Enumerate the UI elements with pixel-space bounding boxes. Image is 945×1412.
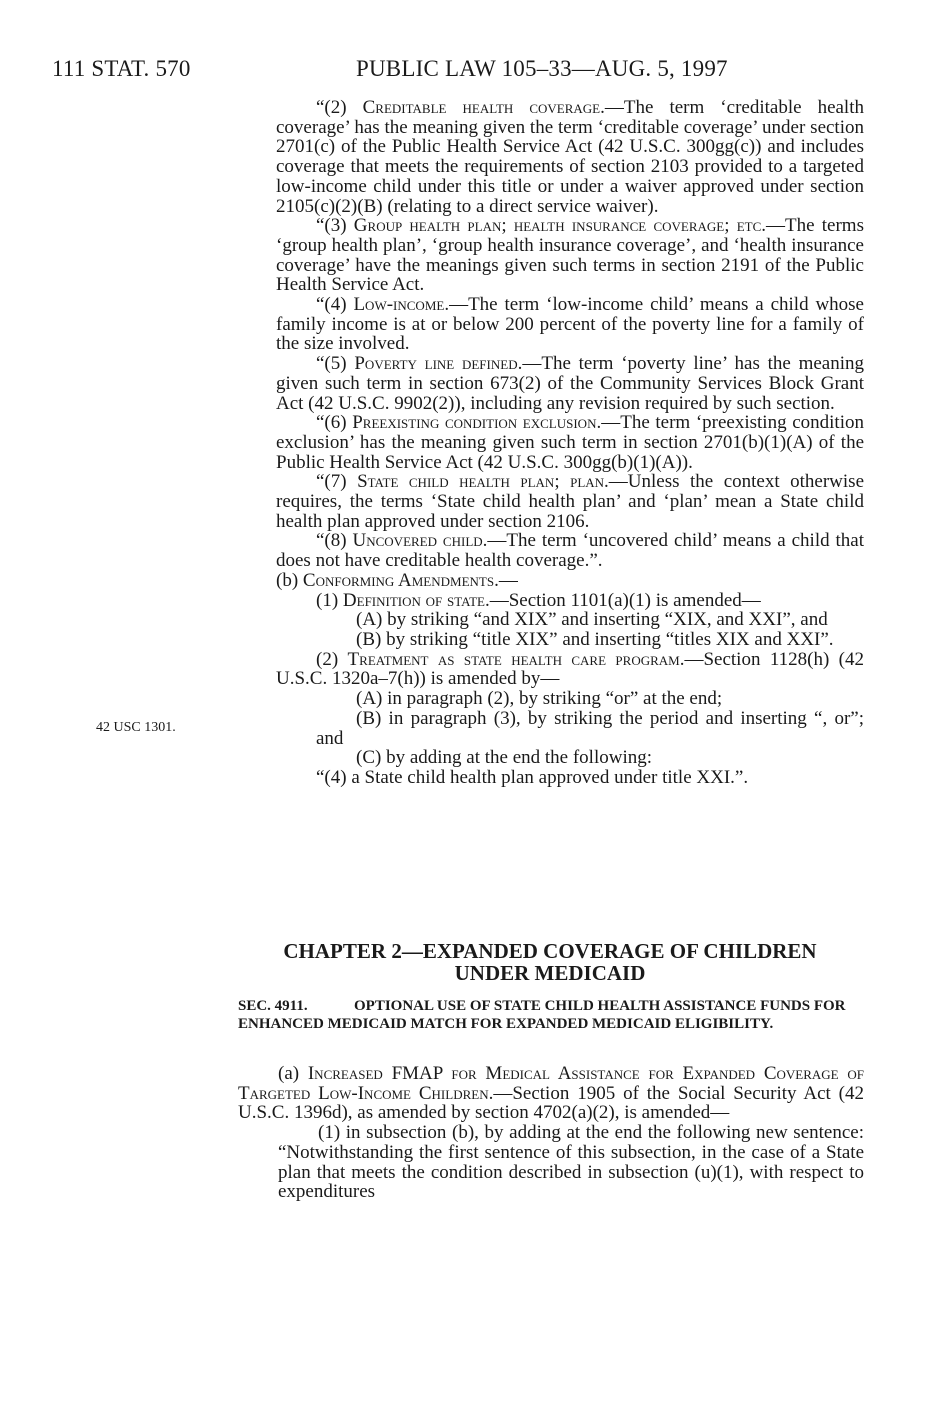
margin-citation: 42 USC 1301. [96,720,176,735]
chapter-heading [200,940,900,984]
definitions-body [276,98,864,788]
subsection-item: (1) in subsection (b), by adding at the end the following new sentence: “Notwithstanding the first sentence of this subsection, in the case of a State plan that meets the condition described in subsection (u)(1), with respect to expenditures [278,1122,864,1203]
amendment-clause: (A) by striking “and XIX” and inserting “XIX, and XXI”, and [356,609,828,631]
definition-paragraph: “(2) Creditable health coverage.—The term ‘creditable health coverage’ has the meaning given the term ‘creditable coverage’ under section 2701(c) of the Public Health Service Act (42 U.S.C. 300gg(c)) and includes coverage that meets the requirements of section 2103 provided to a targeted low-income child under this title or under a waiver approved under section 2105(c)(2)(B) (relating to a direct service waiver). [276,97,864,217]
section-number: SEC. 4911. [238,998,308,1014]
chapter-heading-line: CHAPTER 2—EXPANDED COVERAGE OF CHILDREN [283,939,817,963]
chapter-heading-line: UNDER MEDICAID [454,961,646,985]
amendment-clause: (B) by striking “title XIX” and inserting “titles XIX and XXI”. [356,628,834,650]
definition-paragraph: “(8) Uncovered child.—The term ‘uncovered child’ means a child that does not have creditable health coverage.”. [276,530,865,572]
definition-paragraph: “(7) State child health plan; plan.—Unless the context otherwise requires, the terms ‘State child health plan’ and ‘plan’ mean a State child health plan approved under section 2106. [276,471,864,532]
section-title: OPTIONAL USE OF STATE CHILD HEALTH ASSISTANCE FUNDS FOR ENHANCED MEDICAID MATCH FOR EXPANDED MEDICAID ELIGIBILITY. [238,998,846,1032]
amendment-clause: (A) in paragraph (2), by striking “or” at the end; [356,688,723,710]
definition-paragraph: “(4) Low-income.—The term ‘low-income child’ means a child whose family income is at or below 200 percent of the poverty line for a family of the size involved. [276,294,864,355]
definition-paragraph: “(6) Preexisting condition exclusion.—The term ‘preexisting condition exclusion’ has the meaning given such term in section 2701(b)(1)(A) of the Public Health Service Act (42 U.S.C. 300gg(b)(1)(A)). [276,412,864,473]
section-body [238,1064,864,1202]
page-reference: 111 STAT. 570 [52,56,191,81]
subsection-paragraph: (a) Increased FMAP for Medical Assistance for Expanded Coverage of Targeted Low-Income Children.—Section 1905 of the Social Security Act (42 U.S.C. 1396d), as amended by section 4702(a)(2), is amended— [238,1063,864,1124]
running-head: PUBLIC LAW 105–33—AUG. 5, 1997 [356,56,728,81]
definition-paragraph: “(5) Poverty line defined.—The term ‘poverty line’ has the meaning given such term in section 673(2) of the Community Services Block Grant Act (42 U.S.C. 9902(2)), including any revision required by such section. [276,353,865,414]
subsection-heading: (b) Conforming Amendments.— [276,569,518,591]
quoted-text: “(4) a State child health plan approved under title XXI.”. [316,766,749,788]
amendment-clause: (C) by adding at the end the following: [356,747,653,769]
amendment-clause: (B) in paragraph (3), by striking the period and inserting “, or”; and [316,707,864,749]
amendment-paragraph: (1) Definition of state.—Section 1101(a)(1) is amended— [316,589,761,611]
section-heading [238,998,864,1033]
definition-paragraph: “(3) Group health plan; health insurance coverage; etc.—The terms ‘group health plan’, ‘group health insurance coverage’, and ‘health insurance coverage’ have the meanings given such terms in section 2191 of the Public Health Service Act. [276,215,864,296]
amendment-paragraph: (2) Treatment as state health care program.—Section 1128(h) (42 U.S.C. 1320a–7(h)) is amended by— [276,648,864,690]
